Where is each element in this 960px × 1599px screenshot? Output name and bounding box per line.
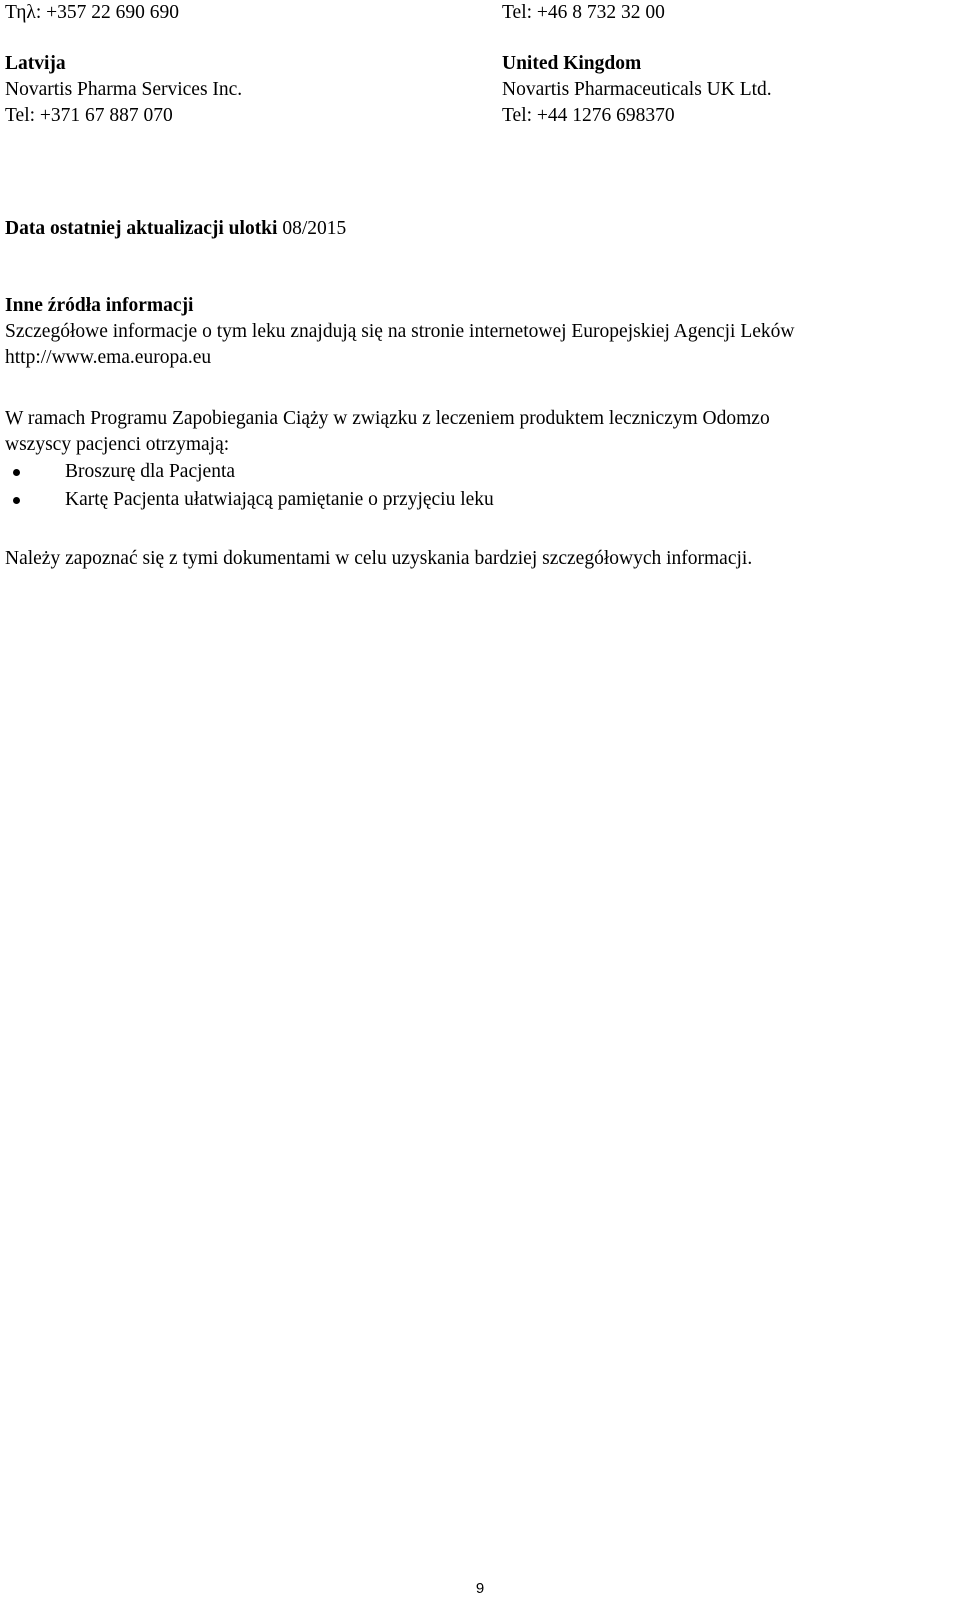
closing-note xyxy=(5,546,955,572)
other-sources-section xyxy=(5,293,955,371)
ema-link[interactable]: http://www.ema.europa.eu xyxy=(5,347,212,368)
company-latvia: Novartis Pharma Services Inc. xyxy=(5,79,243,100)
company-uk: Novartis Pharmaceuticals UK Ltd. xyxy=(502,79,772,100)
revision-label: Data ostatniej aktualizacji ulotki xyxy=(5,218,278,239)
other-sources-heading: Inne źródła informacji xyxy=(5,295,194,316)
page-number: 9 xyxy=(475,1580,485,1597)
list-item xyxy=(5,458,955,486)
program-line-2: wszyscy pacjenci otrzymają: xyxy=(5,434,230,455)
revision-date: 08/2015 xyxy=(282,218,347,239)
program-line-1: W ramach Programu Zapobiegania Ciąży w związku z leczeniem produktem leczniczym Odomzo xyxy=(5,408,770,429)
contacts-left-column xyxy=(5,0,485,129)
bullet-text: Broszurę dla Pacjenta xyxy=(65,461,236,482)
bullet-text: Kartę Pacjenta ułatwiającą pamiętanie o przyjęciu leku xyxy=(65,489,494,510)
revision-date-section xyxy=(5,216,955,242)
pregnancy-prevention-section xyxy=(5,406,955,514)
closing-note-text: Należy zapoznać się z tymi dokumentami w celu uzyskania bardziej szczegółowych informacji. xyxy=(5,548,753,569)
country-latvia: Latvija xyxy=(5,53,66,74)
other-sources-text: Szczegółowe informacje o tym leku znajdują się na stronie internetowej Europejskiej Agencji Leków xyxy=(5,321,795,342)
country-uk: United Kingdom xyxy=(502,53,642,74)
contacts-right-column xyxy=(502,0,952,129)
list-item xyxy=(5,486,955,514)
bullet-icon xyxy=(13,469,20,476)
materials-list xyxy=(5,458,955,514)
phone-uk: Tel: +44 1276 698370 xyxy=(502,105,675,126)
sweden-phone: Tel: +46 8 732 32 00 xyxy=(502,2,665,23)
cyprus-phone: Τηλ: +357 22 690 690 xyxy=(5,2,180,23)
phone-latvia: Tel: +371 67 887 070 xyxy=(5,105,173,126)
bullet-icon xyxy=(13,497,20,504)
